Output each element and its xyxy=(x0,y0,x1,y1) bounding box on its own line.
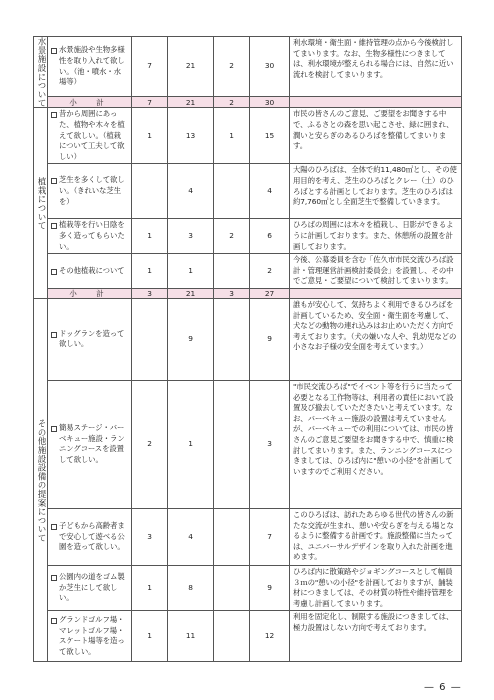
table-row xyxy=(34,37,462,97)
item-text: ドッグランを造って欲しい。 xyxy=(59,328,125,349)
item-content xyxy=(51,45,128,87)
subtotal-count: 3 xyxy=(132,288,168,298)
item-cell xyxy=(48,380,132,508)
item-cell xyxy=(48,298,132,380)
response-cell: ひろば内に散策路やジョギングコースとして幅員３ｍの"憩いの小径"を計画しておりますが、舗装材につきましては、その材質の特性や維持管理を考慮し計画してまいります。 xyxy=(290,565,462,610)
item-content xyxy=(51,615,128,657)
count-cell: 6 xyxy=(250,219,290,254)
count-cell: 12 xyxy=(250,611,290,662)
item-cell xyxy=(48,164,132,219)
item-text: グランドゴルフ場・マレットゴルフ場・スケート場等を造って欲しい。 xyxy=(59,615,125,656)
count-cell: 9 xyxy=(250,565,290,610)
count-cell: 1 xyxy=(168,380,214,508)
category-label: 水景施設について xyxy=(36,37,46,108)
table-row xyxy=(34,611,462,662)
count-cell: 15 xyxy=(250,108,290,164)
count-cell: 4 xyxy=(168,508,214,565)
item-cell xyxy=(48,37,132,97)
table-row xyxy=(34,164,462,219)
item-cell xyxy=(48,219,132,254)
subtotal-label: 小 計 xyxy=(48,288,132,298)
item-content xyxy=(51,266,128,277)
item-content xyxy=(51,220,128,252)
subtotal-count: 27 xyxy=(250,288,290,298)
subtotal-count: 3 xyxy=(214,288,250,298)
count-cell: 2 xyxy=(132,380,168,508)
checkbox-square-icon xyxy=(51,269,57,275)
item-cell xyxy=(48,254,132,289)
checkbox-square-icon xyxy=(51,426,57,432)
table-row xyxy=(34,298,462,380)
response-cell: 誰もが安心して、気持ちよく利用できるひろばを計画しているため、安全面・衛生面を考慮して、犬などの動物の連れ込みはお止めいただく方向で考えております。（犬の嫌いな人や、乳幼児などの小さなお子様の安全面を考えています。） xyxy=(290,298,462,380)
count-cell xyxy=(214,611,250,662)
table-row xyxy=(34,380,462,508)
response-cell: 今後、公募委員を含む「佐久市市民交流ひろば設計・管理運営計画検討委員会」を設置し、その中でご意見・ご要望について検討してまいります。 xyxy=(290,254,462,289)
response-cell: 利用を固定化し、制限する施設につきましては、極力設置はしない方向で考えております。 xyxy=(290,611,462,662)
response-cell: 大陽のひろばは、全体で約11,480㎡とし、その使用目的を考え、芝生のひろばとクレー（土）のひろばとする計画としております。芝生のひろばは約7,760㎡とし全面芝生で整備していきます。 xyxy=(290,164,462,219)
item-text: 簡易ステージ・バーベキュー施設・ランニングコースを設置して欲しい。 xyxy=(59,423,125,465)
count-cell: 13 xyxy=(168,108,214,164)
count-cell: 1 xyxy=(168,254,214,289)
count-cell: 1 xyxy=(132,254,168,289)
checkbox-square-icon xyxy=(51,524,57,530)
count-cell xyxy=(214,508,250,565)
item-content xyxy=(51,109,128,162)
subtotal-count: 21 xyxy=(168,288,214,298)
item-content xyxy=(51,572,128,604)
count-cell: 3 xyxy=(168,219,214,254)
count-cell xyxy=(214,298,250,380)
item-text: 水景施設や生物多様性を取り入れて欲しい。（池・噴水・水場等） xyxy=(59,45,125,87)
page-number: — 6 — xyxy=(424,682,462,693)
table-row xyxy=(34,108,462,164)
count-cell: 9 xyxy=(168,298,214,380)
subtotal-blank xyxy=(290,97,462,108)
count-cell: 9 xyxy=(250,298,290,380)
item-text: その他植栽について xyxy=(59,265,125,275)
count-cell: 3 xyxy=(132,508,168,565)
count-cell xyxy=(132,298,168,380)
subtotal-label: 小 計 xyxy=(48,97,132,108)
count-cell: 2 xyxy=(250,254,290,289)
item-text: 芝生を多くして欲しい。（きれいな芝生を） xyxy=(59,175,125,206)
checkbox-square-icon xyxy=(51,223,57,229)
opinion-table xyxy=(33,36,462,662)
count-cell: 1 xyxy=(214,108,250,164)
count-cell: 11 xyxy=(168,611,214,662)
count-cell xyxy=(214,380,250,508)
subtotal-count: 21 xyxy=(168,97,214,108)
item-content xyxy=(51,175,128,207)
subtotal-count: 7 xyxy=(132,97,168,108)
checkbox-square-icon xyxy=(51,112,57,118)
count-cell xyxy=(214,254,250,289)
checkbox-square-icon xyxy=(51,48,57,54)
table-row xyxy=(34,219,462,254)
item-text: 昔から周囲にあった、植物や木々を植えて欲しい。（植栽について工夫して欲しい） xyxy=(59,109,125,161)
count-cell: 4 xyxy=(168,164,214,219)
category-cell xyxy=(34,108,48,299)
count-cell xyxy=(132,164,168,219)
checkbox-square-icon xyxy=(51,575,57,581)
subtotal-count: 30 xyxy=(250,97,290,108)
count-cell: 1 xyxy=(132,565,168,610)
subtotal-blank xyxy=(290,288,462,298)
item-text: 植栽等を行い日陰を多く造ってもらいたい。 xyxy=(59,220,125,251)
item-content xyxy=(51,521,128,553)
response-cell: このひろばは、訪れたあらゆる世代の皆さんの新たな交流が生まれ、憩いや安らぎを与える場となるように整備する計画です。施設整備に当たっては、ユニバーサルデザインを取り入れた計画を進めます。 xyxy=(290,508,462,565)
count-cell xyxy=(214,164,250,219)
count-cell: 7 xyxy=(132,37,168,97)
count-cell xyxy=(214,565,250,610)
count-cell: 8 xyxy=(168,565,214,610)
checkbox-square-icon xyxy=(51,178,57,184)
item-text: 子どもから高齢者まで安心して遊べる公園を造って欲しい。 xyxy=(59,521,125,552)
subtotal-count: 2 xyxy=(214,97,250,108)
count-cell: 1 xyxy=(132,611,168,662)
count-cell: 21 xyxy=(168,37,214,97)
item-content xyxy=(51,423,128,465)
subtotal-row xyxy=(34,97,462,108)
count-cell: 2 xyxy=(214,37,250,97)
category-label: その他施設設備の提案について xyxy=(36,418,46,542)
subtotal-row xyxy=(34,288,462,298)
response-cell: 利水環境・衛生面・維持管理の点から今後検討してまいります。なお、生物多様性につきましては、利水環境が整えられる場合には、自然に近い流れを検討してまいります。 xyxy=(290,37,462,97)
count-cell: 1 xyxy=(132,219,168,254)
category-cell xyxy=(34,37,48,108)
response-cell: 市民の皆さんのご意見、ご要望をお聞きする中で、ふるさとの森を思い起こさせ、緑に囲まれ、潤いと安らぎのあるひろばを整備してまいります。 xyxy=(290,108,462,164)
category-label: 植栽について xyxy=(36,176,46,230)
item-cell xyxy=(48,611,132,662)
item-content xyxy=(51,329,128,350)
checkbox-square-icon xyxy=(51,618,57,624)
table-row xyxy=(34,565,462,610)
count-cell: 30 xyxy=(250,37,290,97)
response-cell: ひろばの周囲には木々を植栽し、日影ができるように計画しております。また、休憩所の設置を計画しております。 xyxy=(290,219,462,254)
item-cell xyxy=(48,565,132,610)
checkbox-square-icon xyxy=(51,332,57,338)
item-cell xyxy=(48,508,132,565)
count-cell: 3 xyxy=(250,380,290,508)
response-cell: "市民交流ひろば"でイベント等を行うに当たって必要となる工作物等は、利用者の責任において設置及び撤去していただきたいと考えています。なお、バーベキュー施設の設置は考えていませんが、バーベキューでの利用については、市民の皆さんのご意見ご要望をお聞きする中で、慎重に検討してまいります。また、ランニングコースにつきましては、ひろば内に"憩いの小径"を計画していますのでご利用ください。 xyxy=(290,380,462,508)
count-cell: 2 xyxy=(214,219,250,254)
table-row xyxy=(34,508,462,565)
category-cell xyxy=(34,298,48,661)
count-cell: 4 xyxy=(250,164,290,219)
count-cell: 1 xyxy=(132,108,168,164)
item-cell xyxy=(48,108,132,164)
count-cell: 7 xyxy=(250,508,290,565)
table-row xyxy=(34,254,462,289)
item-text: 公園内の道をゴム製か芝生にして欲しい。 xyxy=(59,572,125,603)
